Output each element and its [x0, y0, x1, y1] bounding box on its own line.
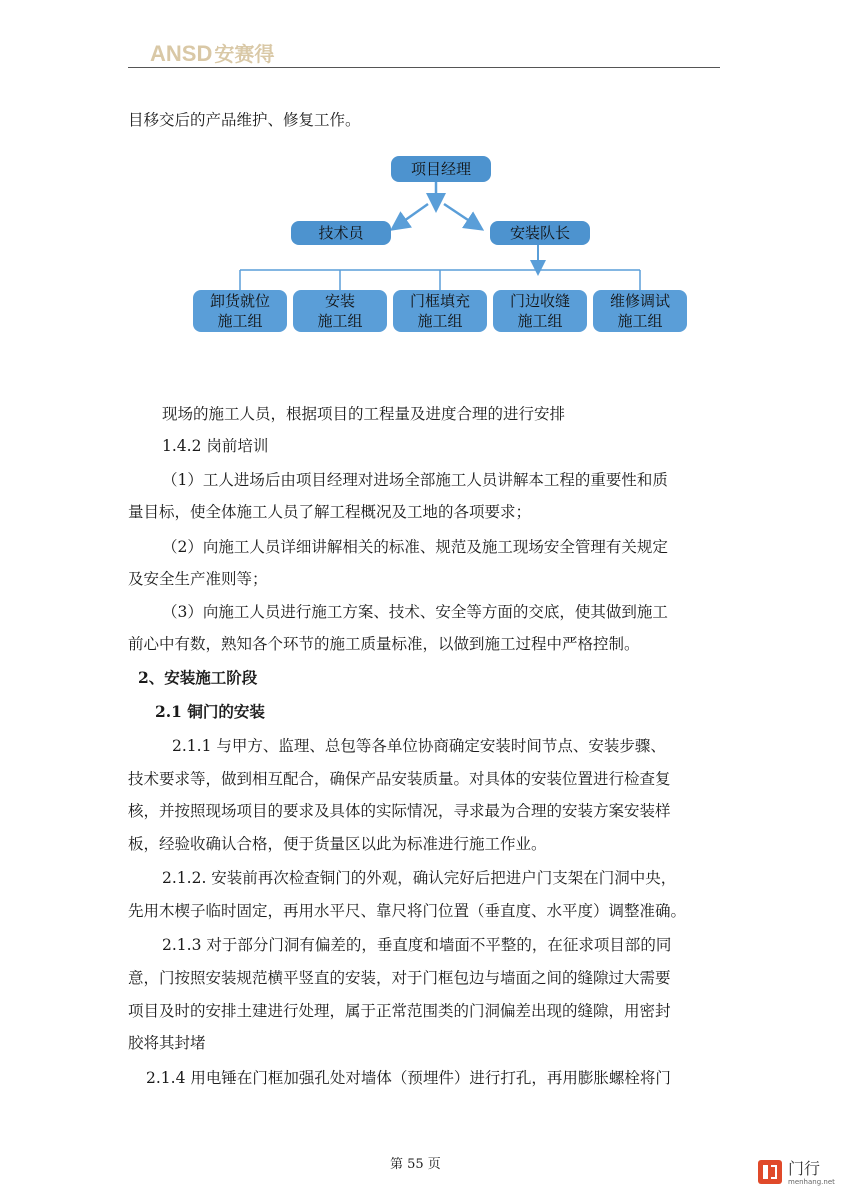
group-line2: 施工组	[517, 312, 563, 330]
group-line1: 安装	[324, 292, 355, 310]
body-paragraph: 2.1.3 对于部分门洞有偏差的，垂直度和墙面不平整的，在征求项目部的同	[162, 936, 672, 954]
body-paragraph: 项目及时的安排土建进行处理，属于正常范围类的门洞偏差出现的缝隙，用密封	[128, 1002, 671, 1020]
logo-latin: ANSD	[150, 41, 213, 66]
body-paragraph: 及安全生产准则等；	[128, 570, 268, 588]
group-line2: 施工组	[217, 312, 263, 330]
section-heading: 2、安装施工阶段	[138, 668, 258, 687]
org-node-group	[393, 290, 487, 332]
body-paragraph: 目移交后的产品维护、修复工作。	[128, 111, 361, 129]
group-line1: 门框填充	[409, 292, 470, 310]
watermark-logo-icon	[758, 1160, 782, 1184]
org-node-project-manager: 项目经理	[391, 156, 491, 182]
body-paragraph: 现场的施工人员，根据项目的工程量及进度合理的进行安排	[162, 405, 566, 423]
section-heading: 2.1 铜门的安装	[155, 702, 265, 721]
watermark	[758, 1160, 835, 1186]
body-paragraph: 先用木楔子临时固定，再用水平尺、靠尺将门位置（垂直度、水平度）调整准确。	[128, 902, 687, 920]
logo	[150, 38, 274, 67]
body-paragraph: 前心中有数，熟知各个环节的施工质量标准，以做到施工过程中严格控制。	[128, 635, 640, 653]
org-node-group	[593, 290, 687, 332]
watermark-name: 门行	[788, 1159, 821, 1178]
org-chart	[188, 148, 688, 343]
body-paragraph: （2）向施工人员详细讲解相关的标准、规范及施工现场安全管理有关规定	[162, 538, 668, 556]
body-paragraph: （1）工人进场后由项目经理对进场全部施工人员讲解本工程的重要性和质	[162, 471, 668, 489]
group-line1: 卸货就位	[209, 292, 270, 310]
body-paragraph: 核，并按照现场项目的要求及具体的实际情况，寻求最为合理的安装方案安装样	[128, 802, 671, 820]
body-paragraph: 量目标，使全体施工人员了解工程概况及工地的各项要求；	[128, 503, 532, 521]
group-line2: 施工组	[417, 312, 463, 330]
org-node-group	[193, 290, 287, 332]
header-divider	[128, 67, 720, 68]
page-number: 第 55 页	[390, 1157, 441, 1172]
logo-cn: 安赛得	[214, 44, 275, 66]
org-node-technician: 技术员	[291, 221, 391, 245]
body-paragraph: 技术要求等，做到相互配合，确保产品安装质量。对具体的安装位置进行检查复	[128, 770, 671, 788]
section-heading: 1.4.2 岗前培训	[162, 437, 269, 455]
group-line1: 维修调试	[609, 292, 670, 310]
group-line2: 施工组	[617, 312, 663, 330]
group-line2: 施工组	[317, 312, 363, 330]
watermark-url: menhang.net	[788, 1178, 835, 1186]
body-paragraph: 意，门按照安装规范横平竖直的安装，对于门框包边与墙面之间的缝隙过大需要	[128, 969, 671, 987]
body-paragraph: （3）向施工人员进行施工方案、技术、安全等方面的交底，使其做到施工	[162, 603, 668, 621]
org-node-group	[493, 290, 587, 332]
group-line1: 门边收缝	[509, 292, 570, 310]
org-node-install-captain: 安装队长	[490, 221, 590, 245]
body-paragraph: 2.1.2. 安装前再次检查铜门的外观，确认完好后把进户门支架在门洞中央，	[162, 869, 677, 887]
body-paragraph: 板，经验收确认合格，便于货量区以此为标准进行施工作业。	[128, 835, 547, 853]
body-paragraph: 2.1.4 用电锤在门框加强孔处对墙体（预埋件）进行打孔，再用膨胀螺栓将门	[146, 1069, 671, 1087]
body-paragraph: 2.1.1 与甲方、监理、总包等各单位协商确定安装时间节点、安装步骤、	[172, 737, 666, 755]
org-node-group	[293, 290, 387, 332]
body-paragraph: 胶将其封堵	[128, 1034, 206, 1052]
